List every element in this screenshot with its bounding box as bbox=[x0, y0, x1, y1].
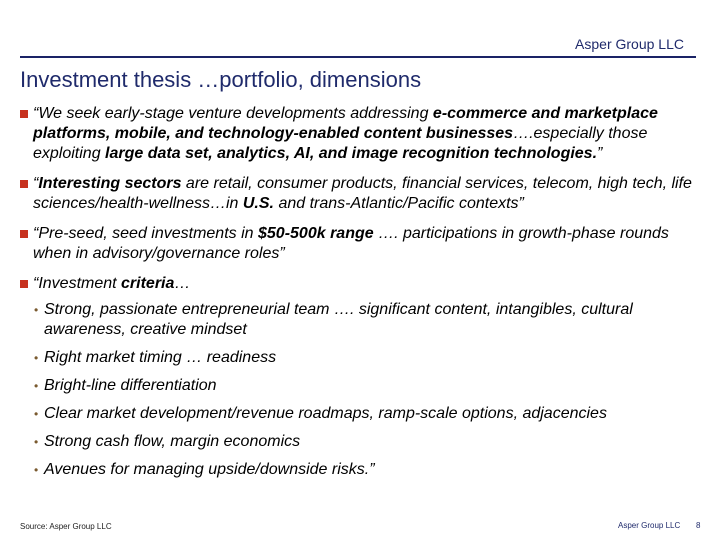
criteria-item bbox=[34, 348, 700, 368]
criteria-text: Clear market development/revenue roadmaps, ramp-scale options, adjacencies bbox=[44, 405, 607, 422]
square-bullet-icon bbox=[20, 180, 28, 188]
dot-bullet-icon: • bbox=[34, 463, 39, 477]
criteria-list bbox=[34, 300, 700, 480]
criteria-text: Bright-line differentiation bbox=[44, 377, 217, 394]
criteria-item bbox=[34, 460, 700, 480]
criteria-item bbox=[34, 404, 700, 424]
text-segment-bold: criteria bbox=[121, 275, 175, 292]
square-bullet-icon bbox=[20, 110, 28, 118]
bullet-text bbox=[33, 224, 700, 264]
text-segment: ” bbox=[597, 145, 603, 162]
dot-bullet-icon: • bbox=[34, 379, 39, 393]
criteria-text: Right market timing … readiness bbox=[44, 349, 277, 366]
text-segment: “Pre-seed, seed investments in bbox=[33, 225, 258, 242]
criteria-text: Strong, passionate entrepreneurial team …. significant content, intangibles, cultural awareness, creative mindset bbox=[44, 301, 633, 338]
text-segment-bold: e-commerce and marketplace platforms, mobile, and technology-enabled content businesses bbox=[33, 105, 658, 142]
header-rule bbox=[20, 56, 696, 58]
text-segment: …. participations in growth-phase rounds when in advisory/governance roles” bbox=[33, 225, 669, 262]
slide-content bbox=[20, 104, 700, 488]
footer-brand: Asper Group LLC bbox=[618, 521, 681, 530]
brand-header: Asper Group LLC bbox=[575, 36, 684, 52]
bullet-text bbox=[33, 104, 700, 164]
dot-bullet-icon: • bbox=[34, 407, 39, 421]
text-segment-bold: $50-500k range bbox=[258, 225, 374, 242]
bullet-2 bbox=[20, 174, 700, 214]
bullet-text bbox=[33, 274, 700, 294]
bullet-text bbox=[33, 174, 700, 214]
text-segment: and trans-Atlantic/Pacific contexts” bbox=[274, 195, 524, 212]
bullet-1 bbox=[20, 104, 700, 164]
text-segment: … bbox=[174, 275, 191, 292]
dot-bullet-icon: • bbox=[34, 351, 39, 365]
dot-bullet-icon: • bbox=[34, 435, 39, 449]
text-segment-bold: large data set, analytics, AI, and image recognition technologies. bbox=[105, 145, 598, 162]
text-segment: ….especially those exploiting bbox=[33, 125, 648, 162]
criteria-item bbox=[34, 432, 700, 452]
text-segment-bold: U.S. bbox=[242, 195, 274, 212]
bullet-4 bbox=[20, 274, 700, 294]
bullet-3 bbox=[20, 224, 700, 264]
criteria-text: Avenues for managing upside/downside risks.” bbox=[44, 461, 375, 478]
square-bullet-icon bbox=[20, 280, 28, 288]
criteria-item bbox=[34, 300, 700, 340]
criteria-item bbox=[34, 376, 700, 396]
text-segment: are retail, consumer products, financial services, telecom, high tech, life sciences/health-wellness…in bbox=[33, 175, 692, 212]
footer-source: Source: Asper Group LLC bbox=[20, 522, 112, 531]
slide-title: Investment thesis …portfolio, dimensions bbox=[20, 67, 422, 92]
page-number: 8 bbox=[696, 521, 701, 530]
text-segment: “We seek early-stage venture developments addressing bbox=[33, 105, 433, 122]
text-segment: “Investment bbox=[33, 275, 122, 292]
criteria-text: Strong cash flow, margin economics bbox=[44, 433, 301, 450]
dot-bullet-icon: • bbox=[34, 303, 39, 317]
text-segment-bold: Interesting sectors bbox=[38, 175, 182, 192]
square-bullet-icon bbox=[20, 230, 28, 238]
text-segment: “ bbox=[33, 175, 39, 192]
